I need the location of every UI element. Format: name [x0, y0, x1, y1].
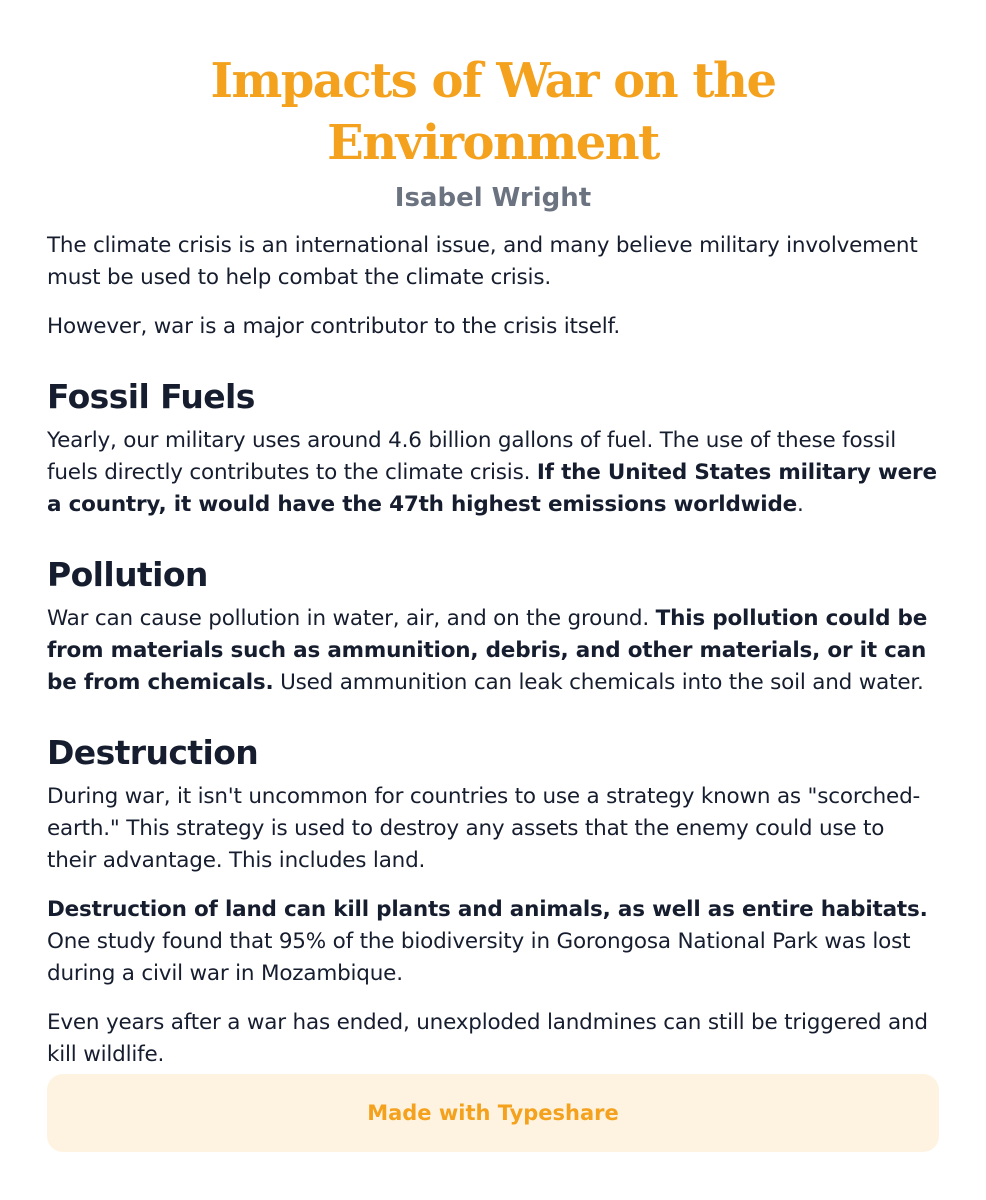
section-heading-pollution: Pollution [47, 555, 208, 594]
pollution-paragraph [47, 603, 939, 699]
destruction-text: One study found that 95% of the biodiversity in Gorongosa National Park was lost during a civil war in Mozambique. [47, 929, 911, 986]
fossil-fuels-emphasis: If the United States military were a country, it would have the 47th highest emissions worldwide [47, 460, 937, 517]
intro-paragraph-2: However, war is a major contributor to the crisis itself. [47, 314, 620, 339]
pollution-text: War can cause pollution in water, air, and on the ground. [47, 606, 656, 631]
intro-paragraph-1: The climate crisis is an international issue, and many believe military involvement must be used to help combat the climate crisis. [47, 233, 918, 290]
destruction-paragraph-2 [47, 894, 939, 990]
article-author: Isabel Wright [394, 183, 592, 213]
article-title: Impacts of War on the Environment [210, 53, 776, 171]
pollution-emphasis: This pollution could be from materials such as ammunition, debris, and other materials, or it can be from chemicals. [47, 606, 928, 695]
pollution-text-end: Used ammunition can leak chemicals into the soil and water. [273, 670, 924, 695]
destruction-emphasis: Destruction of land can kill plants and animals, as well as entire habitats. [47, 897, 928, 922]
fossil-fuels-text: Yearly, our military uses around 4.6 billion gallons of fuel. The use of these fossil fuels directly contributes to the climate crisis. [47, 428, 897, 485]
made-with-typeshare-banner[interactable] [47, 1074, 939, 1152]
fossil-fuels-text-end: . [797, 492, 804, 517]
destruction-paragraph-3: Even years after a war has ended, unexploded landmines can still be triggered and kill wildlife. [47, 1010, 928, 1067]
section-heading-destruction: Destruction [47, 733, 259, 772]
destruction-paragraph-1: During war, it isn't uncommon for countries to use a strategy known as "scorched-earth." This strategy is used to destroy any assets that the enemy could use to their advantage. This includes land. [47, 784, 921, 873]
fossil-fuels-paragraph [47, 425, 939, 521]
section-heading-fossil-fuels: Fossil Fuels [47, 377, 255, 416]
footer-label[interactable]: Made with Typeshare [367, 1101, 619, 1125]
